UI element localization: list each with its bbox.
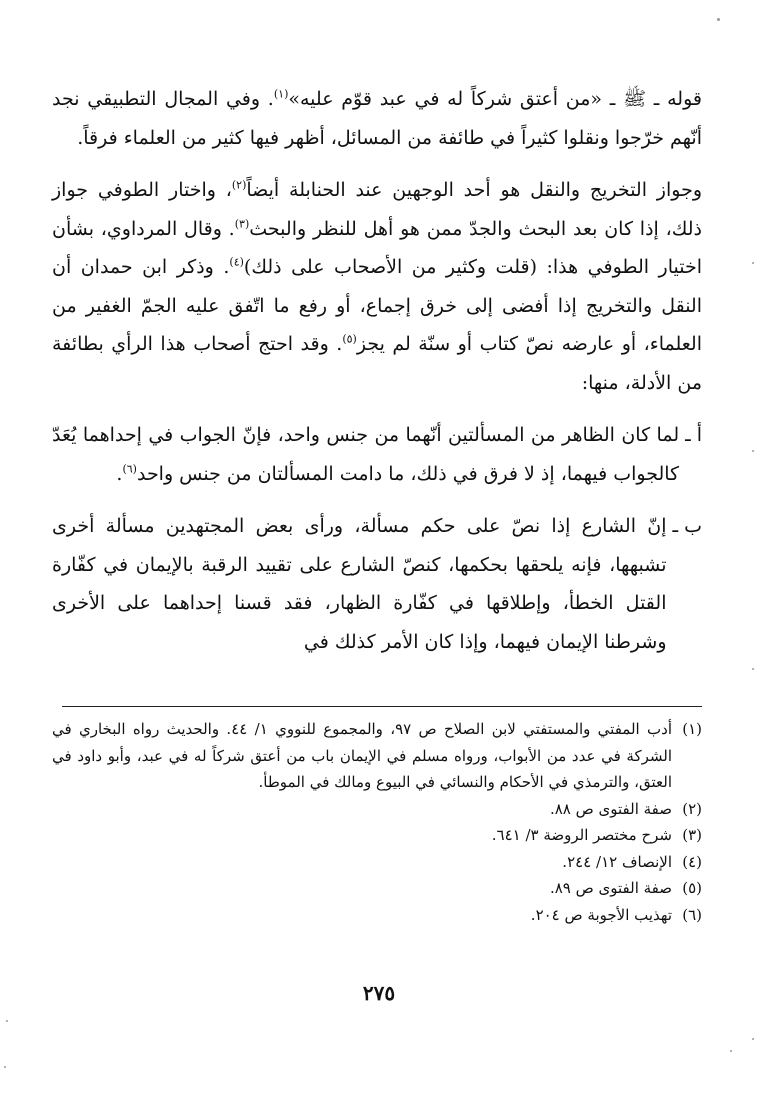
footnote-ref-3: (٣) bbox=[234, 217, 250, 231]
footnote-text: صفة الفتوى ص ٨٩. bbox=[549, 879, 672, 897]
scan-speck bbox=[752, 450, 754, 452]
page-number: ٢٧٥ bbox=[362, 981, 396, 1005]
list-item-a-text-a: لما كان الظاهر من المسألتين أنّهما من جنس واحد، فإنّ الجواب في إحداهما يُعَدّ كالجواب فيهما، إذ لا فرق في ذلك، ما دامت المسألتان من جنس واحد bbox=[52, 424, 680, 485]
scan-speck bbox=[4, 1066, 6, 1068]
scan-speck bbox=[752, 668, 754, 670]
footnote-6 bbox=[52, 902, 702, 929]
list-item-a bbox=[52, 416, 702, 493]
footnote-number: (١) bbox=[682, 720, 702, 738]
footnote-1 bbox=[52, 716, 702, 796]
footnote-5 bbox=[52, 875, 702, 902]
paragraph-2-text-b: ، واختار الطوفي جواز ذلك، إذا كان بعد البحث والجدّ ممن هو أهل للنظر والبحث bbox=[52, 179, 703, 240]
footnote-ref-2: (٢) bbox=[231, 178, 247, 192]
footnote-text: صفة الفتوى ص ٨٨. bbox=[549, 799, 672, 818]
footnote-text: شرح مختصر الروضة ٣/ ٦٤١. bbox=[491, 826, 672, 844]
footnote-ref-1: (١) bbox=[273, 87, 289, 101]
footnote-2 bbox=[52, 796, 702, 823]
paragraph-2-text-c: . وقال المرداوي، بشأن اختيار الطوفي هذا: (قلت وكثير من الأصحاب على ذلك) bbox=[52, 217, 703, 278]
scan-speck bbox=[752, 262, 754, 264]
footnote-number: (٤) bbox=[682, 852, 702, 871]
paragraph-2 bbox=[52, 171, 702, 402]
scan-speck bbox=[752, 1038, 754, 1040]
footnote-number: (٥) bbox=[682, 879, 702, 897]
paragraph-1-text-b: . وفي المجال التطبيقي نجد أنّهم خرّجوا ونقلوا كثيراً في طائفة من المسائل، أظهر فيها كثير من العلماء فرقاً. bbox=[52, 88, 702, 149]
footnote-ref-6: (٦) bbox=[122, 462, 137, 476]
scan-speck bbox=[717, 18, 720, 21]
list-marker-a: أ ـ bbox=[685, 424, 702, 446]
footnote-3 bbox=[52, 822, 702, 849]
list-item-a-text bbox=[52, 416, 679, 493]
footnotes bbox=[52, 716, 702, 928]
paragraph-2-text-d: . وذكر ابن حمدان أن النقل والتخريج إذا أفضى إلى خرق إجماع، أو رفع ما اتّفق عليه الجمّ الغفير من العلماء، أو عارضه نصّ كتاب أو سنّة لم يجز bbox=[52, 256, 702, 355]
list-item-a-text-b: . bbox=[116, 462, 123, 485]
footnote-number: (٦) bbox=[682, 905, 702, 924]
list-marker-b: ب ـ bbox=[672, 515, 702, 537]
footnote-text: تهذيب الأجوبة ص ٢٠٤. bbox=[530, 905, 672, 924]
footnote-text: أدب المفتي والمستفتي لابن الصلاح ص ٩٧، والمجموع للنووي ١/ ٤٤. والحديث رواه البخاري في الشركة في عدد من الأبواب، ورواه مسلم في الإيمان باب من أعتق شركاً له في عبد، وأبو داود في العتق، والترمذي في الأحكام والنسائي في البيوع ومالك في الموطأ. bbox=[52, 720, 672, 791]
list-item-b-text: إنّ الشارع إذا نصّ على حكم مسألة، ورأى بعض المجتهدين مسألة أخرى تشبهها، فإنه يلحقها بحكمها، كنصّ الشارع على تقييد الرقبة بالإيمان في كفّارة القتل الخطأ، وإطلاقها في كفّارة الظهار، فقد قسنا إحداهما على الأخرى وشرطنا الإيمان فيهما، وإذا كان الأمر كذلك في bbox=[52, 515, 667, 653]
paragraph-2-text-e: . وقد احتج أصحاب هذا الرأي بطائفة من الأدلة، منها: bbox=[52, 333, 702, 394]
footnote-number: (٣) bbox=[682, 826, 702, 844]
footnote-ref-4: (٤) bbox=[229, 255, 244, 269]
footnote-ref-5: (٥) bbox=[342, 332, 357, 346]
main-text bbox=[52, 80, 702, 661]
scan-speck bbox=[6, 1020, 8, 1022]
paragraph-2-text-a: وجواز التخريج والنقل هو أحد الوجهين عند الحنابلة أيضاً bbox=[246, 179, 702, 201]
paragraph-1 bbox=[52, 80, 702, 157]
footnote-4 bbox=[52, 849, 702, 876]
scan-speck bbox=[730, 1050, 732, 1052]
footnote-number: (٢) bbox=[682, 799, 702, 818]
footnote-text: الإنصاف ١٢/ ٢٤٤. bbox=[562, 852, 672, 871]
paragraph-1-text-a: قوله ـ ﷺ ـ «من أعتق شركاً له في عبد قوّم عليه» bbox=[288, 88, 702, 110]
list-item-b bbox=[52, 507, 702, 661]
footnote-separator bbox=[62, 706, 702, 707]
